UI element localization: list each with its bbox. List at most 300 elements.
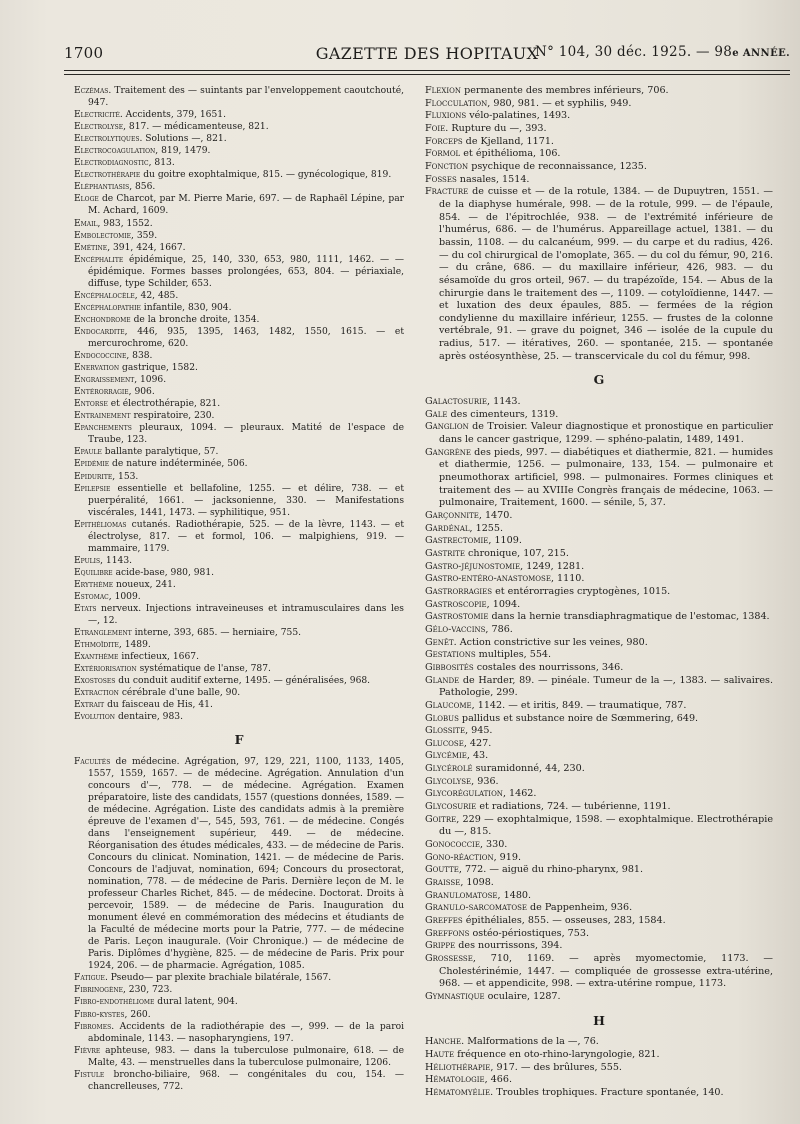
index-entry [74,446,404,458]
index-entry [74,1045,404,1069]
index-references: costales des nourrissons, 346. [473,661,624,673]
index-entry [425,801,773,814]
index-term: Electrodiagnostic [74,158,149,169]
index-term: Glossite [425,725,466,737]
section-letter-h: H [593,1012,605,1028]
index-entry [425,928,773,941]
index-references: infectieux, 1667. [118,652,199,663]
index-term: Electrolyse [74,122,124,133]
index-term: Flocculation [425,97,488,109]
index-references: . Rupture du —, 393. [445,122,547,134]
index-entry [425,573,773,586]
index-term: Gastrite [425,547,465,559]
index-term: Epulis [74,555,101,566]
index-references: de la bronche droite, 1354. [130,314,260,325]
index-entry [74,350,404,362]
index-term: Electrolytiques [74,134,140,145]
index-entry [425,890,773,903]
index-term: Glycorégulation [425,788,503,800]
index-references: , 1462. [502,788,537,800]
index-entry [425,548,773,561]
index-entry [425,725,773,738]
index-term: Glycémie [425,750,467,762]
index-term: Extrait [74,700,105,711]
index-entry [425,1087,773,1100]
index-entry [74,699,404,711]
index-entry [74,181,404,193]
index-references: suramidonné, 44, 230. [472,763,585,775]
issue-date: N° 104, 30 déc. 1925. — 98 [535,44,733,60]
index-term: Endocardite [74,326,125,337]
index-references: , 1098. [460,877,494,889]
index-references: , 936. [471,775,499,787]
index-entry [425,902,773,915]
index-references: , 1142. — et iritis, 849. — traumatique, 787. [471,699,687,711]
index-references: , 230, 723. [122,985,173,996]
index-references: de nature indéterminée, 506. [109,459,248,470]
index-references: vélo-palatines, 1493. [466,110,571,122]
index-entry [74,651,404,663]
index-term: Haute [425,1048,455,1060]
index-references: , 391, 424, 1667. [107,242,186,253]
index-term: Graisse [425,877,461,889]
index-entry [425,174,773,187]
index-entry [74,314,404,326]
index-references: multiples, 554. [475,649,552,661]
index-term: Glande [425,674,460,686]
index-entry [425,864,773,877]
index-entry [74,157,404,169]
section-letter-g: G [593,372,605,388]
index-term: Foie [425,122,446,134]
index-term: Ganglion [425,421,469,433]
index-term: Hanche [425,1036,462,1048]
index-entry [425,110,773,123]
index-references: , 1094. [486,598,521,610]
index-term: Fibromes [74,1021,112,1032]
index-term: Fibrinogène [74,985,123,996]
index-references: ostéo-périostiques, 753. [469,927,589,939]
index-term: Gale [425,408,448,420]
index-references: , 43. [466,750,489,762]
index-term: Gestations [425,649,476,661]
header-rule-thin [64,74,790,75]
index-references: ballante paralytique, 57. [101,447,219,458]
index-term: Héliothérapie [425,1061,491,1073]
index-term: Hématomyélie [425,1086,491,1098]
index-entry [74,254,404,290]
index-entry [74,675,404,687]
index-term: Fibro-kystes [74,1009,125,1020]
index-term: Epithéliomas [74,519,127,530]
index-references: nasales, 1514. [456,173,530,185]
index-entry [425,523,773,536]
index-term: Entorse [74,399,108,410]
index-entry [74,398,404,410]
index-references: , 772. — aiguë du rhino-pharynx, 981. [458,864,644,876]
index-references: du goitre exophtalmique, 815. — gynécologique, 819. [140,170,392,181]
index-references: . Accidents, 379, 1651. [119,110,226,121]
index-term: Engraissement [74,375,135,386]
index-entry [74,984,404,996]
index-entry [74,567,404,579]
index-term: Ethmoïdite [74,640,119,651]
index-entry [74,386,404,398]
index-references: pleuraux, 1094. — pleuraux. Matité de l'espace de Traube, 123. [88,423,404,446]
index-references: , 229 — exophtalmique, 1598. — exophtalmique. Electrothérapie du —, 815. [439,813,773,838]
index-entry [74,687,404,699]
index-references: . Troubles trophiques. Fracture spontanée, 140. [490,1086,724,1098]
index-term: Encéphalopathie [74,302,141,313]
index-term: Gastro-jéjunostomie [425,560,521,572]
index-references: , 906. [128,387,155,398]
index-references: , 1489. [118,640,151,651]
index-entry [425,123,773,136]
index-term: Granulo-sarcomatose [425,902,527,914]
index-term: Gibbosités [425,661,474,673]
index-references: , 838. [126,351,153,362]
index-entry [74,458,404,470]
index-references: , 813. [148,158,175,169]
index-references: , 330. [479,839,508,851]
index-entry [425,649,773,662]
index-term: Goutte [425,864,459,876]
index-entry [425,409,773,422]
index-entry [425,98,773,111]
index-references: , 1470. [478,510,513,521]
issue-line [535,44,790,60]
index-term: Electricité [74,110,120,121]
index-term: Fatigue [74,973,105,984]
index-entry [74,145,404,157]
index-entry [74,133,404,145]
index-entry [74,603,404,627]
index-references: . Pseudo— par plexite brachiale bilatérale, 1567. [104,973,332,984]
index-term: Forceps [425,135,463,147]
index-term: Fonction [425,160,469,172]
index-entry [425,700,773,713]
index-entry [74,591,404,603]
index-references: permanente des membres inférieurs, 706. [461,85,669,96]
index-term: Epaule [74,447,102,458]
index-term: Fibro-endothéliome [74,997,155,1008]
index-term: Epilepsie [74,483,111,494]
index-entry [74,555,404,567]
index-references: , 1110. [550,573,585,585]
left-column [74,85,404,1093]
index-entry [425,611,773,624]
index-term: Epanchements [74,423,132,434]
index-references: , 786. [485,623,513,635]
index-entry [425,624,773,637]
index-references: acide-base, 980, 981. [112,567,215,578]
index-entry [74,579,404,591]
index-term: Genêt [425,636,454,648]
index-entry [425,839,773,852]
entries-e [74,85,404,723]
index-entry [425,599,773,612]
index-term: Goitre [425,813,457,825]
page-number: 1700 [64,44,104,62]
index-entry [425,1049,773,1062]
index-references: et électrothérapie, 821. [107,399,221,410]
index-term: Email [74,218,98,229]
index-entry [74,972,404,984]
index-references: fréquence en oto-rhino-laryngologie, 821. [454,1048,660,1060]
index-term: Facultés [74,756,111,767]
index-term: Garçonnite [425,510,479,521]
index-term: Enervation [74,363,120,374]
index-references: de cuisse et — de la rotule, 1384. — de Dupuytren, 1551. — de la diaphyse humérale, 998. — de la rotule, 999. — de l'épaule, 854. — de l'épitrochlée, 938. — de l'extrémité inférieure de l'humérus, 686. — de l'humérus. Appareillage actuel, 1381. — du bassin, 1108. — du calcanéum, 999. — du carpe et du radius, 426. — du col chirurgical de l'omoplate, 365. — du col du fémur, 90, 216. — du crâne, 686. — du maxillaire inférieur, 426, 983. — du sésamoïde du gros orteil, 967. — du trapézoïde, 154. — Abus de la chirurgie dans le traitement des —, 1109. — cotyloïdienne, 1447. — et luxation des deux épaules, 885. — fermées de la région condylienne du maxillaire inférieur, 1255. — frustes de la colonne vertébrale, 91. — grave du poignet, 346 — isolée de la cupule du radius, 517. — itératives, 260. — spontanée, 215. — spontanée après ostéosynthèse, 25. — transcervicale du col du fémur, 998. [439,186,773,362]
index-entry [425,953,773,991]
index-entry [74,169,404,181]
index-entry [74,230,404,242]
index-entry [74,996,404,1008]
index-term: Fosses [425,173,457,185]
index-references: et radiations, 724. — tubérienne, 1191. [476,801,671,813]
index-term: Gastrostomie [425,611,489,623]
index-entry [425,763,773,776]
index-term: Greffes [425,915,463,926]
index-references: dans la hernie transdiaphragmatique de l'estomac, 1384. [488,611,770,623]
index-entry [425,1074,773,1087]
issue-year-suffix: e ANNÉE. [732,48,790,59]
index-references: nerveux. Injections intraveineuses et intramusculaires dans les —, 12. [88,604,404,627]
index-references: dentaire, 983. [115,712,183,723]
index-entry [74,410,404,422]
index-references: de Pappenheim, 936. [527,902,633,914]
index-references: . Malformations de la —, 76. [461,1036,599,1048]
index-references: , 1143. [100,555,133,566]
index-term: Extraction [74,688,119,699]
index-references: . Accidents de la radiothérapie des —, 999. — de la paroi abdominale, 1143. — nasopharyngiens, 197. [88,1021,404,1044]
index-entry [425,637,773,650]
index-references: , 1143. [487,396,521,408]
index-term: Eczémas [74,86,109,96]
index-entry [425,776,773,789]
index-entry [425,915,773,928]
index-entry [425,738,773,751]
entries-f [74,756,404,1093]
index-entry [74,756,404,973]
index-term: Etats [74,604,97,615]
index-entry [425,1062,773,1075]
index-references: infantile, 830, 904. [140,302,232,313]
right-column [425,85,773,1100]
index-references: , 427. [463,737,492,749]
index-term: Galactosurie [425,396,488,408]
index-references: pallidus et substance noire de Sœmmering, 649. [458,712,699,724]
index-entry [425,186,773,363]
index-term: Eloge [74,194,99,205]
index-references: interne, 393, 685. — herniaire, 755. [131,628,302,639]
index-term: Gastro-entéro-anastomose [425,573,551,585]
index-term: Glycérolé [425,763,473,775]
index-entry [425,85,773,98]
index-references: , 856. [129,182,156,193]
index-term: Gélo-vaccins [425,623,486,635]
index-references: essentielle et bellafoline, 1255. — et délire, 738. — et puerpéralité, 1661. — jacksonienne, 330. — Manifestations viscérales, 1441, 1473. — syphilitique, 951. [88,483,404,518]
index-term: Fluxions [425,110,467,122]
index-term: Epidurite [74,471,113,482]
index-term: Glycosurie [425,801,477,813]
index-term: Gymnastique [425,990,485,1002]
index-entry [425,991,773,1004]
index-entry [74,422,404,446]
index-references: , 945. [465,725,493,737]
index-term: Emétine [74,242,108,253]
index-entry [425,1036,773,1049]
index-entry [74,193,404,217]
index-entry [74,639,404,651]
section-letter-f: F [234,732,244,748]
index-entry [425,561,773,574]
index-term: Entrainement [74,411,131,422]
index-term: Entérorragie [74,387,129,398]
index-references: , 260. [124,1009,151,1020]
index-term: Exostoses [74,676,116,687]
index-entry [74,1069,404,1093]
index-references: cérébrale d'une balle, 90. [118,688,241,699]
index-references: de médecine. Agrégation, 97, 129, 221, 1100, 1133, 1405, 1557, 1559, 1657. — de médecine. Agrégation. Annulation d'un concours d'—, 778. — de médecine. Agrégation. Examen préparatoire, liste des candidats, 1557 (questions données, 1589. — de médecine. Agrégation. Liste des candidats admis à la première épreuve de l'examen d'—, 545, 593, 761. — de médecine. Congés dans l'enseignement supérieur, 449. — de médecine. Réorganisation des études médicales, 433. — de médecine de Paris. Concours du clinicat. Nomination, 1421. — de médecine de Paris. Concours de l'adjuvat, nomination, 694; Concours du prosectorat, nomination, 778. — de médecine de Paris. Dernière leçon de M. le professeur Charles Richet, 845. — de médecine. Doctorat. Droits à percevoir, 1589. — de médecine de Paris. Inauguration du monument élevé en commémoration des médecins et étudiants de la Faculté de médecine morts pour la Patrie, 777. — de médecine de Paris. Leçon inaugurale. (Voir Chronique.) — de médecine de Paris. Diplômes d'hygiène, 825. — de médecine de Paris. Prix pour 1924, 206. — de pharmacie. Agrégation, 1085. [88,756,404,972]
index-entry [74,362,404,374]
index-term: Gono-réaction [425,851,494,863]
index-references: , 983, 1552. [97,218,153,229]
index-references: , 1480. [497,889,532,901]
index-references: , 359. [131,230,158,241]
entries-h [425,1036,773,1099]
index-term: Gonococcie [425,839,480,851]
journal-title: GAZETTE DES HOPITAUX [315,44,539,63]
index-term: Grossesse [425,952,473,964]
index-entry [425,675,773,700]
index-references: de Troisier. Valeur diagnostique et pronostique en particulier dans le cancer gastrique, 1299. — sphéno-palatin, 1489, 1491. [439,421,773,446]
index-references: respiratoire, 230. [130,411,215,422]
index-references: des cimenteurs, 1319. [447,408,559,420]
index-entry [74,302,404,314]
index-entry [74,326,404,350]
index-references: et épithélioma, 106. [460,148,561,160]
index-references: de Kjelland, 1171. [462,135,554,147]
index-references: cutanés. Radiothérapie, 525. — de la lèvre, 1143. — et électrolyse, 817. — et formol, 106. — malpighiens, 919. — mammaire, 1179. [88,519,404,554]
index-references: , 819, 1479. [155,146,211,157]
index-references: , 917. — des brûlures, 555. [490,1061,622,1073]
index-entry [74,242,404,254]
index-entry [425,940,773,953]
index-entry [425,396,773,409]
index-term: Extériorisation [74,664,137,675]
index-term: Greffons [425,927,470,939]
index-term: Formol [425,148,461,160]
index-entry [74,374,404,386]
index-entry [425,788,773,801]
index-term: Electrothérapie [74,170,141,181]
index-references: systématique de l'anse, 787. [136,664,271,675]
index-term: Exanthème [74,652,119,663]
index-references: . Action constrictive sur les veines, 980. [453,636,648,648]
index-references: oculaire, 1287. [484,990,561,1002]
index-references: , 919. [493,851,522,863]
index-references: . Solutions —, 821. [139,134,227,145]
index-entry [74,218,404,230]
index-references: , 153. [112,471,139,482]
index-references: psychique de reconnaissance, 1235. [468,160,647,172]
index-entry [74,1009,404,1021]
index-term: Etranglement [74,628,132,639]
index-term: Gastrectomie [425,535,489,547]
index-references: dural latent, 904. [154,997,238,1008]
index-entry [425,447,773,510]
index-references: et entérorragies cryptogènes, 1015. [492,585,671,597]
index-references: aphteuse, 983. — dans la tuberculose pulmonaire, 618. — de Malte, 43. — menstruelles dans la tuberculose pulmonaire, 1206. [88,1045,404,1068]
index-term: Equilibre [74,567,113,578]
index-references: , 1255. [469,522,504,534]
index-entry [425,148,773,161]
index-references: de Harder, 89. — pinéale. Tumeur de la —, 1383. — salivaires. Pathologie, 299. [439,674,773,699]
index-entry [425,713,773,726]
index-term: Erythème [74,579,114,590]
index-entry [74,85,404,109]
index-references: , 710, 1169. — après myomectomie, 1173. — Cholestérinémie, 1447. — compliquée de grossesse extra-utérine, 968. — et appendicite, 998. — extra-utérine rompue, 1173. [439,952,773,990]
index-term: Globus [425,712,459,724]
index-term: Fistule [74,1069,105,1080]
index-references: du faisceau de His, 41. [104,700,213,711]
index-references: des pieds, 997. — diabétiques et diathermie, 821. — humides et diathermie, 1256. — pulmonaire, 133, 154. — pulmonaire et pneumothorax artificiel, 998. — pulmonaires. Formes cliniques et traitement des — au XVIIIe Congrès français de médecine, 1063. — pulmonaire, Traitement, 1600. — sénile, 5, 37. [439,446,773,509]
index-term: Gastroscopie [425,598,487,610]
index-references: , 980, 981. — et syphilis, 949. [487,97,632,109]
entries-g [425,396,773,1004]
index-term: Hématologie [425,1074,485,1086]
index-references: , 1109. [488,535,522,547]
index-entry [425,421,773,446]
index-references: , 1249, 1281. [520,560,585,572]
index-term: Gardénal [425,522,470,534]
index-entry [425,510,773,523]
index-entry [74,290,404,302]
index-entry [74,109,404,121]
index-term: Estomac [74,591,109,602]
index-term: Grippe [425,940,456,952]
index-term: Fracture [425,186,469,198]
index-references: , 42, 485. [134,290,179,301]
index-term: Epidémie [74,459,110,470]
index-term: Endococcine [74,351,127,362]
index-term: Encéphalite [74,254,124,265]
index-term: Evolution [74,712,116,723]
index-entry [425,852,773,865]
index-term: Gangrène [425,446,472,458]
index-term: Glaucome [425,699,472,711]
index-entry [74,711,404,723]
index-references: , 1096. [134,375,167,386]
index-references: . Traitement des — suintants par l'enveloppement caoutchouté, 947. [88,86,404,109]
index-references: gastrique, 1582. [119,363,198,374]
index-term: Gastrorragies [425,585,493,597]
index-term: Enchondrome [74,314,131,325]
index-references: , 446, 935, 1395, 1463, 1482, 1550, 1615. — et mercurochrome, 620. [88,326,404,349]
index-entry [74,483,404,519]
index-references: du conduit auditif externe, 1495. — généralisées, 968. [115,676,371,687]
index-references: chronique, 107, 215. [465,547,569,559]
index-entry [74,627,404,639]
page-header [64,44,790,68]
index-entry [425,161,773,174]
index-references: broncho-biliaire, 968. — congénitales du cou, 154. — chancrelleuses, 772. [88,1069,404,1092]
index-entry [425,814,773,839]
index-term: Granulomatose [425,889,498,901]
index-references: épithéliales, 855. — osseuses, 283, 1584. [462,915,666,926]
index-references: noueux, 241. [113,579,176,590]
